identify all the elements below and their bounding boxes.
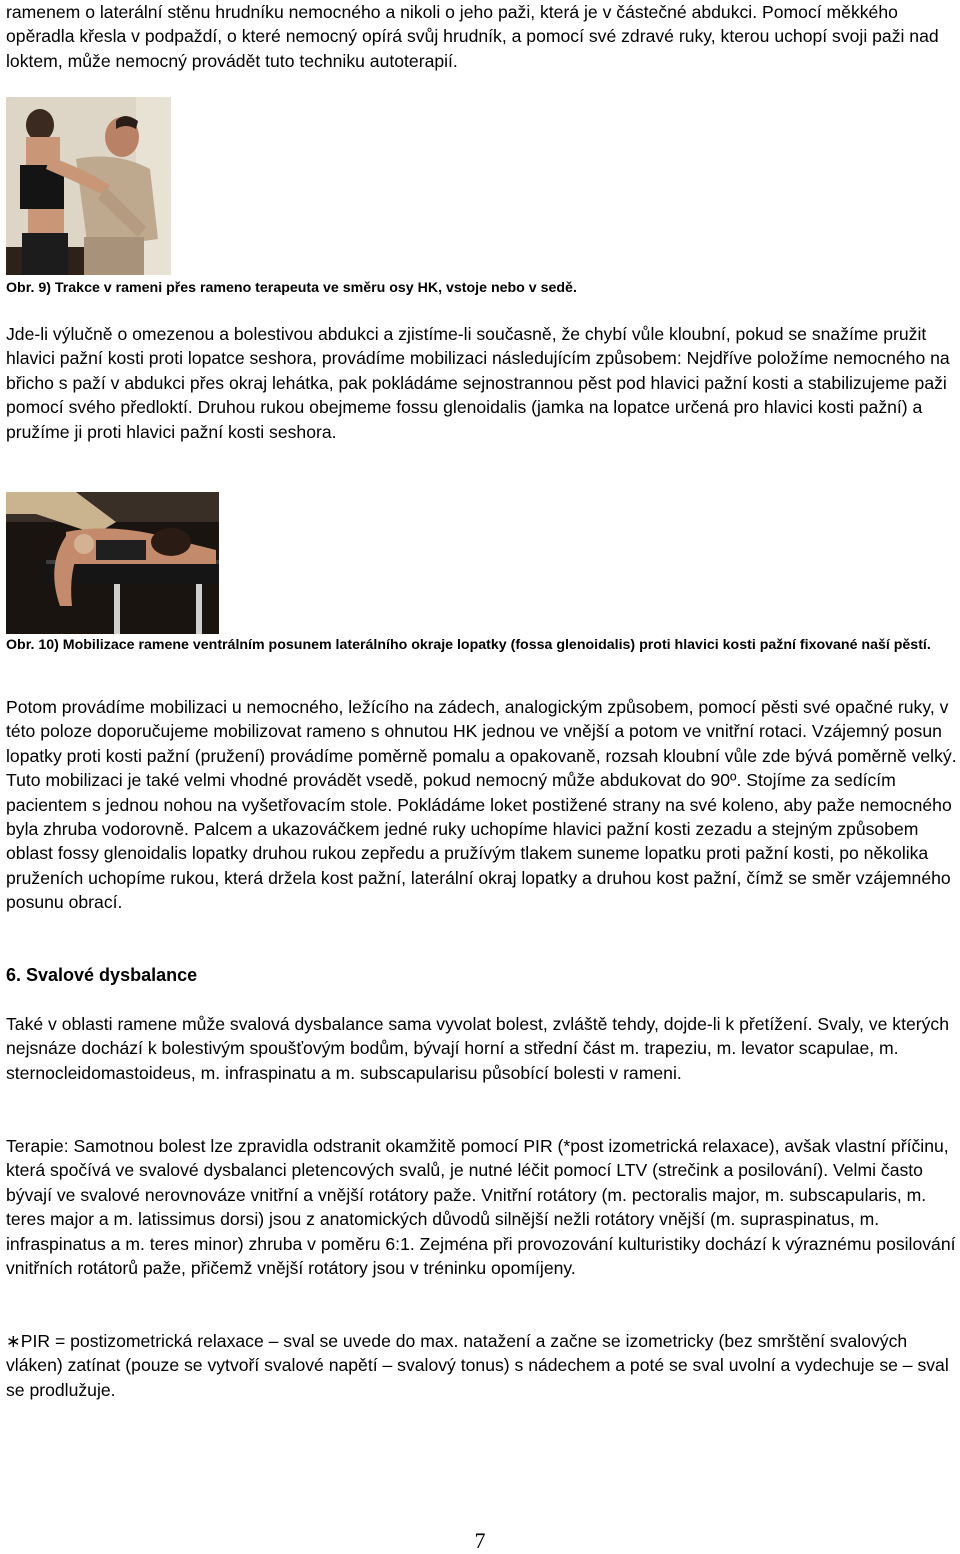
figure-9-caption: Obr. 9) Trakce v rameni přes rameno terapeuta ve směru osy HK, vstoje nebo v sedě.: [6, 280, 577, 296]
figure-10-illustration: [6, 492, 219, 634]
paragraph-therapy: Terapie: Samotnou bolest lze zpravidla odstranit okamžitě pomocí PIR (*post izometrická relaxace), avšak vlastní příčinu, která spočívá ve svalové dysbalanci pletencových svalů, je nutné léčit pomocí LTV (strečink a posilování). Velmi často bývají ve svalové nerovnováze vnitřní a vnější rotátory paže. Vnitřní rotátory (m. pectoralis major, m. subscapularis, m. teres major a m. latissimus dorsi) jsou z anatomických důvodů silnější nežli rotátory vnější (m. supraspinatus, m. infraspinatus a m. teres minor) zhruba v poměru 6:1. Zejména při provozování kulturistiky dochází k výraznému posilování vnitřních rotátorů paže, přičemž vnější rotátory jsou v tréninku opomíjeny.: [6, 1136, 956, 1279]
paragraph-abduction: Jde-li výlučně o omezenou a bolestivou abdukci a zjistíme-li současně, že chybí vůle kloubní, pokud se snažíme pružit hlavici pažní kosti proti lopatce seshora, provádíme mobilizaci následujícím způsobem: Nejdříve položíme nemocného na břicho s paží v abdukci přes okraj lehátka, pak pokládáme sejnostrannou pěst pod hlavici pažní kosti a stabilizujeme paži pomocí svého předloktí. Druhou rukou obejmeme fossu glenoidalis (jamka na lopatce určená pro hlavici kosti pažní) a pružíme ji proti hlavici pažní kosti seshora.: [6, 324, 950, 442]
section-heading: 6. Svalové dysbalance: [6, 965, 198, 985]
figure-9-photo: [6, 97, 171, 275]
paragraph-dysbalance: Také v oblasti ramene může svalová dysbalance sama vyvolat bolest, zvláště tehdy, dojde-li k přetížení. Svaly, ve kterých nejsnáze dochází k bolestivým spoušťovým bodům, bývají horní a střední část m. trapeziu, m. levator scapulae, m. sternocleidomastoideus, m. infraspinatu a m. subscapularisu působící bolesti v rameni.: [6, 1014, 950, 1083]
footnote-pir: ∗PIR = postizometrická relaxace – sval se uvede do max. natažení a začne se izometricky (bez smrštění svalových vláken) zatínat (pouze se vytvoří svalové napětí – svalový tonus) s nádechem a poté se sval uvolní a vydechuje se – sval se prodlužuje.: [6, 1331, 949, 1400]
figure-9-illustration: [6, 97, 171, 275]
paragraph-supine-mobilization: Potom provádíme mobilizaci u nemocného, ležícího na zádech, analogickým způsobem, pomocí pěsti své opačné ruky, v této poloze doporučujeme mobilizovat rameno s ohnutou HK jednou ve vnější a potom ve vnitřní rotaci. Vzájemný posun lopatky proti kosti pažní (pružení) provádíme poměrně pomalu a opakovaně, rozsah kloubní vůle zde bývá poměrně velký. Tuto mobilizaci je také velmi vhodné provádět vsedě, pokud nemocný může abdukovat do 90º. Stojíme za sedícím pacientem s jednou nohou na vyšetřovacím stole. Pokládáme loket postižené strany na své koleno, aby paže nemocného byla zhruba vodorovně. Palcem a ukazováčkem jedné ruky uchopíme hlavici pažní kosti zezadu a stejným způsobem oblast fossy glenoidalis lopatky druhou rukou zepředu a pružívým tlakem suneme lopatku proti pažní kosti, po několika pruženích uchopíme rukou, která držela kost pažní, laterální okraj lopatky a druhou kost pažní, čímž se směr vzájemného posunu obrací.: [6, 697, 957, 913]
intro-paragraph: ramenem o laterální stěnu hrudníku nemocného a nikoli o jeho paži, která je v částečné abdukci. Pomocí měkkého opěradla křesla v podpaždí, o které nemocný opírá svůj hrudník, a pomocí své zdravé ruky, kterou uchopí svoji paži nad loktem, může nemocný provádět tuto techniku autoterapií.: [6, 2, 939, 71]
figure-10-caption: Obr. 10) Mobilizace ramene ventrálním posunem laterálního okraje lopatky (fossa glenoidalis) proti hlavici kosti pažní fixované naší pěstí.: [6, 637, 931, 653]
figure-10-photo: [6, 492, 219, 634]
page-number: 7: [474, 1528, 486, 1553]
